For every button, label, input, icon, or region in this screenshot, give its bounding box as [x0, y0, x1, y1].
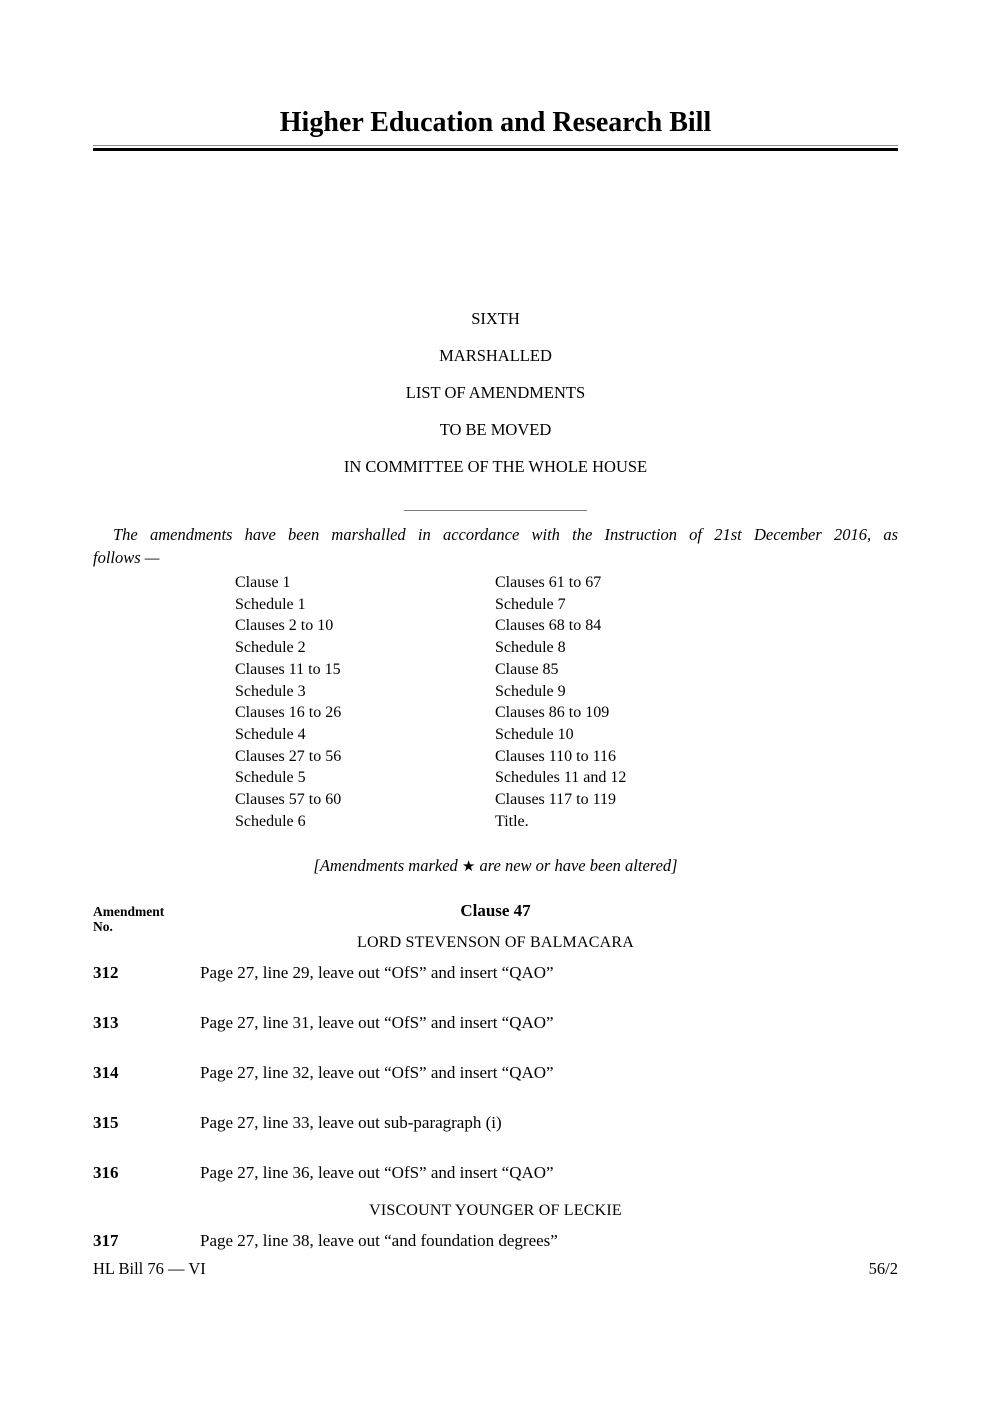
- order-item: Clauses 86 to 109: [495, 704, 610, 722]
- amendment-number: 314: [93, 1063, 119, 1083]
- order-item: Clauses 110 to 116: [495, 747, 617, 765]
- marshalled-list-heading: [0, 300, 991, 485]
- intro-line-1: The amendments have been marshalled in accordance with the Instruction of 21st December 2016, as: [113, 525, 898, 544]
- amendment-number: 317: [93, 1231, 119, 1251]
- order-item: Clauses 27 to 56: [235, 747, 342, 765]
- order-item: Schedule 3: [235, 682, 306, 700]
- amendment-number: 312: [93, 963, 119, 983]
- order-item: Schedule 1: [235, 595, 306, 613]
- amendment-row: [0, 1061, 991, 1084]
- order-item: Clauses 57 to 60: [235, 791, 342, 809]
- amendment-row: [0, 1111, 991, 1134]
- document-title: Higher Education and Research Bill: [279, 107, 712, 138]
- amendment-text: Page 27, line 33, leave out sub-paragraph (i): [200, 1113, 502, 1133]
- order-item: Clauses 2 to 10: [235, 617, 334, 635]
- order-item: Schedule 8: [495, 639, 566, 657]
- amendment-number: 313: [93, 1013, 119, 1033]
- section-divider-rule: [404, 510, 587, 511]
- amendment-text: Page 27, line 38, leave out “and foundation degrees”: [200, 1231, 558, 1251]
- heading-line-to-be-moved: TO BE MOVED: [439, 420, 552, 439]
- order-item: Clauses 11 to 15: [235, 660, 341, 678]
- order-item: Clauses 61 to 67: [495, 574, 602, 591]
- heading-line-sixth: SIXTH: [471, 309, 520, 328]
- amendments-table-header: [0, 901, 991, 945]
- heading-line-committee: IN COMMITTEE OF THE WHOLE HOUSE: [343, 457, 648, 476]
- page-footer: [93, 1258, 898, 1279]
- order-item: Clause 85: [495, 660, 559, 678]
- clause-heading: Clause 47: [460, 901, 531, 921]
- order-item: Schedules 11 and 12: [495, 769, 627, 787]
- amendment-row: [0, 1011, 991, 1034]
- amendment-no-label-line2: No.: [93, 919, 113, 935]
- amendments-marked-note: [0, 854, 991, 879]
- order-item: Clauses 117 to 119: [495, 791, 617, 809]
- order-item: Schedule 9: [495, 682, 566, 700]
- footer-page-reference: 56/2: [868, 1259, 898, 1278]
- marshalling-order-left-column: [235, 572, 495, 832]
- mover-name: LORD STEVENSON OF BALMACARA: [357, 934, 634, 952]
- marshalling-intro-paragraph: [93, 523, 898, 569]
- amendment-row: [0, 1161, 991, 1184]
- order-item: Clauses 16 to 26: [235, 704, 342, 722]
- footer-bill-reference: HL Bill 76 — VI: [93, 1259, 206, 1278]
- marked-note-suffix: are new or have been altered]: [475, 856, 678, 876]
- amendment-row: [0, 961, 991, 984]
- amendment-text: Page 27, line 36, leave out “OfS” and insert “QAO”: [200, 1163, 554, 1183]
- order-item: Clauses 68 to 84: [495, 617, 602, 635]
- title-rule-thick: [93, 148, 898, 151]
- amendment-row: [0, 1229, 991, 1252]
- order-item: Schedule 5: [235, 769, 306, 787]
- order-item: Schedule 7: [495, 595, 566, 613]
- order-item: Clause 1: [235, 574, 291, 591]
- amendment-number: 315: [93, 1113, 119, 1133]
- mover-name: VISCOUNT YOUNGER OF LECKIE: [369, 1202, 622, 1220]
- amendment-no-label-line1: Amendment: [93, 904, 165, 920]
- marshalling-order: [235, 572, 991, 832]
- order-item: Schedule 10: [495, 725, 574, 743]
- order-item: Schedule 4: [235, 725, 306, 743]
- amendment-no-column-label: [93, 904, 164, 934]
- marked-note-prefix: [Amendments marked: [313, 856, 462, 876]
- heading-line-list-of-amendments: LIST OF AMENDMENTS: [405, 383, 586, 402]
- order-item: Title.: [495, 812, 529, 830]
- intro-line-2: follows —: [93, 548, 160, 567]
- title-rule-thin: [93, 145, 898, 146]
- heading-line-marshalled: MARSHALLED: [439, 346, 552, 365]
- order-item: Schedule 6: [235, 812, 306, 830]
- amendment-text: Page 27, line 29, leave out “OfS” and insert “QAO”: [200, 963, 554, 983]
- amendment-text: Page 27, line 32, leave out “OfS” and insert “QAO”: [200, 1063, 554, 1083]
- title-double-rule: [93, 145, 898, 151]
- amendment-text: Page 27, line 31, leave out “OfS” and insert “QAO”: [200, 1013, 554, 1033]
- order-item: Schedule 2: [235, 639, 306, 657]
- marshalling-order-right-column: [495, 572, 991, 832]
- star-icon: ★: [461, 859, 476, 876]
- amendment-number: 316: [93, 1163, 119, 1183]
